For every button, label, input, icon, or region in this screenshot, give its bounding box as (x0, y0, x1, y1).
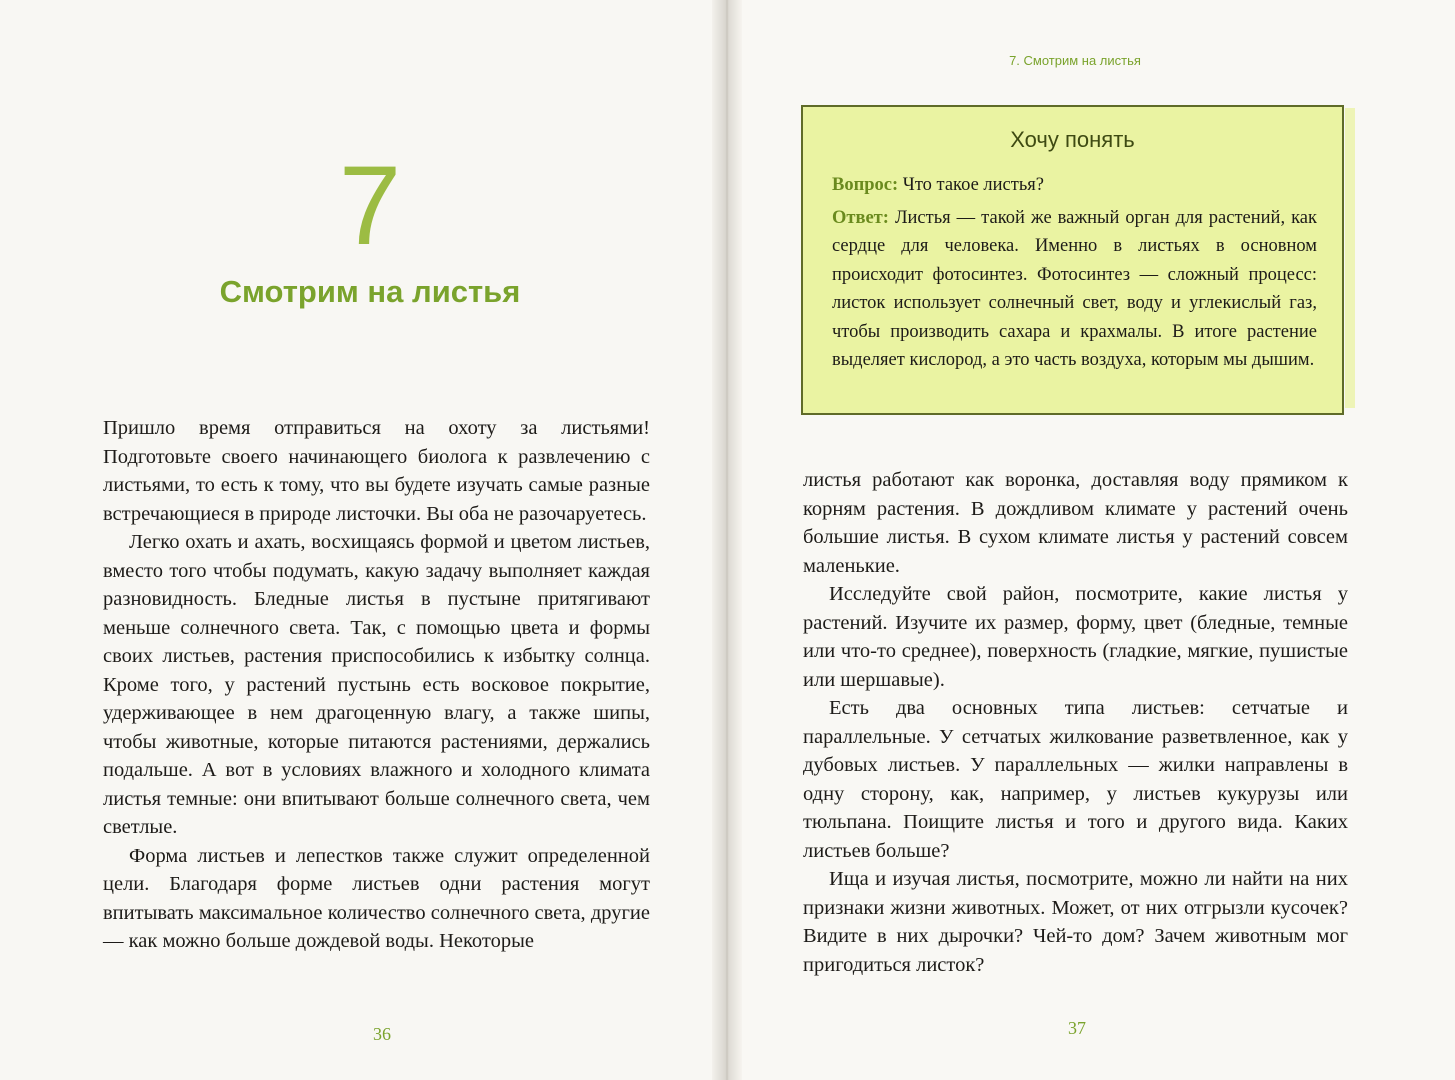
sidebar-text (832, 171, 1317, 379)
running-head: 7. Смотрим на листья (1009, 53, 1141, 68)
book-gutter (712, 0, 742, 1080)
answer (832, 204, 1317, 375)
paragraph: Ища и изучая листья, посмотрите, можно ли найти на них признаки жизни животных. Может, от них отгрызли кусочек? Видите в них дырочки? Чей-то дом? Зачем животным мог пригодиться листок? (803, 868, 1348, 976)
sidebar-box (801, 105, 1344, 415)
right-body-text (803, 466, 1348, 979)
paragraph: Исследуйте свой район, посмотрите, какие листья у растений. Изучите их размер, форму, цвет (бледные, темные или что-то среднее), поверхность (гладкие, мягкие, пушистые или шершавые). (803, 583, 1348, 691)
question-label: Вопрос: (832, 175, 899, 195)
answer-label: Ответ: (832, 207, 889, 228)
sidebar-title: Хочу понять (1010, 127, 1135, 152)
paragraph: Форма листьев и лепестков также служит определенной цели. Благодаря форме листьев одни растения могут впитывать максимальное количество солнечного света, другие — как можно больше дождевой воды. Некоторые (103, 844, 650, 952)
left-page (0, 0, 727, 1080)
question (832, 171, 1317, 200)
question-text: Что такое листья? (902, 175, 1045, 195)
chapter-title: Смотрим на листья (219, 274, 521, 309)
left-body-text (103, 414, 650, 956)
paragraph: Пришло время отправиться на охоту за листьями! Подготовьте своего начинающего биолога к развлечению с листьями, то есть к тому, что вы будете изучать самые разные встречающиеся в природе листочки. Вы оба не разочаруетесь. (103, 417, 650, 525)
paragraph: Есть два основных типа листьев: сетчатые и параллельные. У сетчатых жилкование разветвленное, как у дубовых листьев. У параллельных — жилки направлены в одну сторону, как, например, у листьев кукурузы или тюльпана. Поищите листья и того и другого вида. Каких листьев больше? (803, 697, 1348, 862)
chapter-number: 7 (338, 143, 402, 268)
page-number-left: 36 (373, 1024, 391, 1044)
page-number-right: 37 (1068, 1018, 1086, 1038)
answer-text: Листья — такой же важный орган для растений, как сердце для человека. Именно в листьях в основном происходит фотосинтез. Фотосинтез — сложный процесс: листок использует солнечный свет, воду и углекислый газ, чтобы производить сахара и крахмалы. В итоге растение выделяет кислород, а это часть воздуха, которым мы дышим. (832, 207, 1317, 370)
paragraph: листья работают как воронка, доставляя воду прямиком к корням растения. В дождливом климате у растений очень большие листья. В сухом климате листья у растений совсем маленькие. (803, 469, 1348, 577)
highlight-bleed (1345, 108, 1355, 408)
paragraph: Легко охать и ахать, восхищаясь формой и цветом листьев, вместо того чтобы подумать, какую задачу выполняет каждая разновидность. Бледные листья в пустыне притягивают меньше солнечного света. Так, с помощью цвета и формы своих листьев, растения приспособились к избытку солнца. Кроме того, у растений пустынь есть восковое покрытие, удерживающее в нем драгоценную влагу, а также шипы, чтобы животные, которые питаются растениями, держались подальше. А вот в условиях влажного и холодного климата листья темные: они впитывают больше солнечного света, чем светлые. (103, 531, 650, 838)
